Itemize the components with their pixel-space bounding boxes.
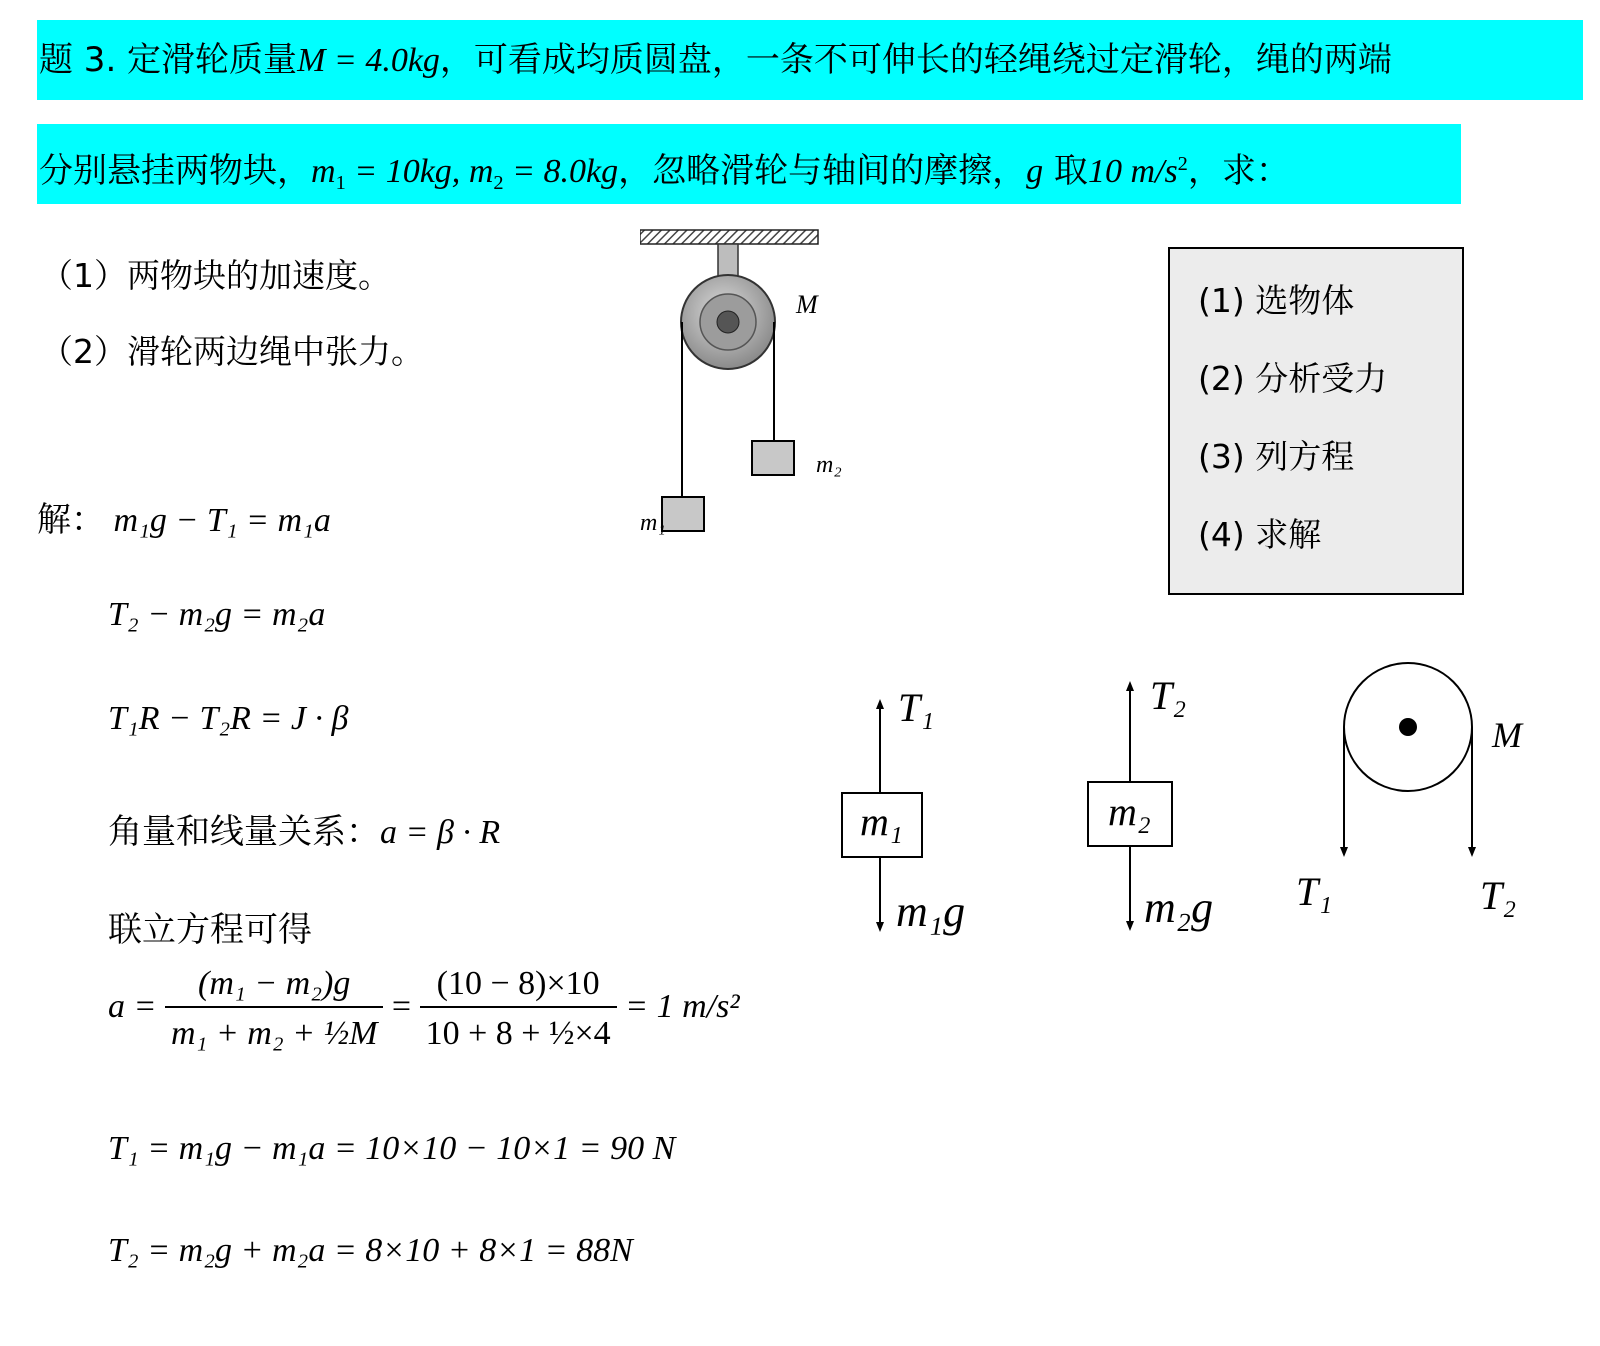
- fbd-m2-bottom-label: m₂g: [1144, 883, 1214, 932]
- solution-eq2: T₂ − m₂g = m₂a: [108, 596, 326, 633]
- pulley-label-M: M: [796, 290, 818, 319]
- fbd-m1-top-label: T₁: [898, 685, 935, 730]
- fbd-pulley-axle: [1399, 718, 1417, 736]
- solution-t1: T₁ = m₁g − m₁a = 10×10 − 10×1 = 90 N: [108, 1130, 676, 1167]
- step-3: (3) 列方程: [1198, 437, 1355, 476]
- solution-t2: T₂ = m₂g + m₂a = 8×10 + 8×1 = 88N: [108, 1232, 633, 1269]
- accel-fraction-symbolic: $\frac{\text{(m₁ − m₂)g}}{\text{m₁ + m₂ + ½M}}$: [165, 962, 383, 1056]
- block-m1: [662, 497, 704, 531]
- steps-box: [1168, 247, 1464, 595]
- block-m2: [752, 441, 794, 475]
- fbd-pulley-right-label: T₂: [1480, 873, 1517, 918]
- solution-eq4: 角量和线量关系：a = β · R: [108, 812, 501, 852]
- block-m2-label: m₂: [816, 452, 842, 478]
- problem-line-2: 分别悬挂两物块，$m_1 = 10kg$, $m_2 = 8.0kg$，忽略滑轮与轴间的摩擦，g 取10 $m/s^2$，求：: [39, 151, 1290, 195]
- fbd-m2-top-label: T₂: [1150, 673, 1187, 718]
- step-2: (2) 分析受力: [1198, 359, 1388, 398]
- accel-fraction-numeric: $\frac{(10 - 8)\times 10}{\text{10 + 8 + ½×4}}$: [420, 962, 617, 1056]
- solution-combine-label: 联立方程可得: [108, 912, 312, 949]
- solution-eq3: T₁R − T₂R = J · β: [108, 700, 349, 737]
- fbd-m2-block-label: m₂: [1108, 789, 1151, 834]
- fbd-m1-bottom-label: m₁g: [896, 887, 966, 936]
- fbd-pulley-left-label: T₁: [1296, 869, 1333, 914]
- step-1: (1) 选物体: [1198, 281, 1355, 320]
- fbd-pulley-label: M: [1492, 715, 1522, 755]
- problem-line-1: 题 3. 定滑轮质量M = 4.0kg，可看成均质圆盘，一条不可伸长的轻绳绕过定滑轮，绳的两端: [39, 40, 1392, 80]
- question-1: （1）两物块的加速度。: [40, 256, 391, 295]
- solution-acceleration: a = $\frac{\text{(m₁ − m₂)g}}{\text{m₁ + m₂ + ½M}}$ = $\frac{(10 - 8)\times 10}{\text{10 + 8 + ½×4}}$ = 1 m/s²: [108, 962, 740, 1056]
- step-4: (4) 求解: [1198, 515, 1322, 554]
- solution-eq1: 解： m₁g − T₁ = m₁a: [37, 500, 331, 540]
- question-2: （2）滑轮两边绳中张力。: [40, 332, 424, 371]
- ceiling: [640, 230, 818, 244]
- fbd-m1-block-label: m₁: [860, 799, 903, 844]
- pulley-system-diagram: [640, 225, 860, 555]
- block-m1-label: m₁: [640, 510, 666, 536]
